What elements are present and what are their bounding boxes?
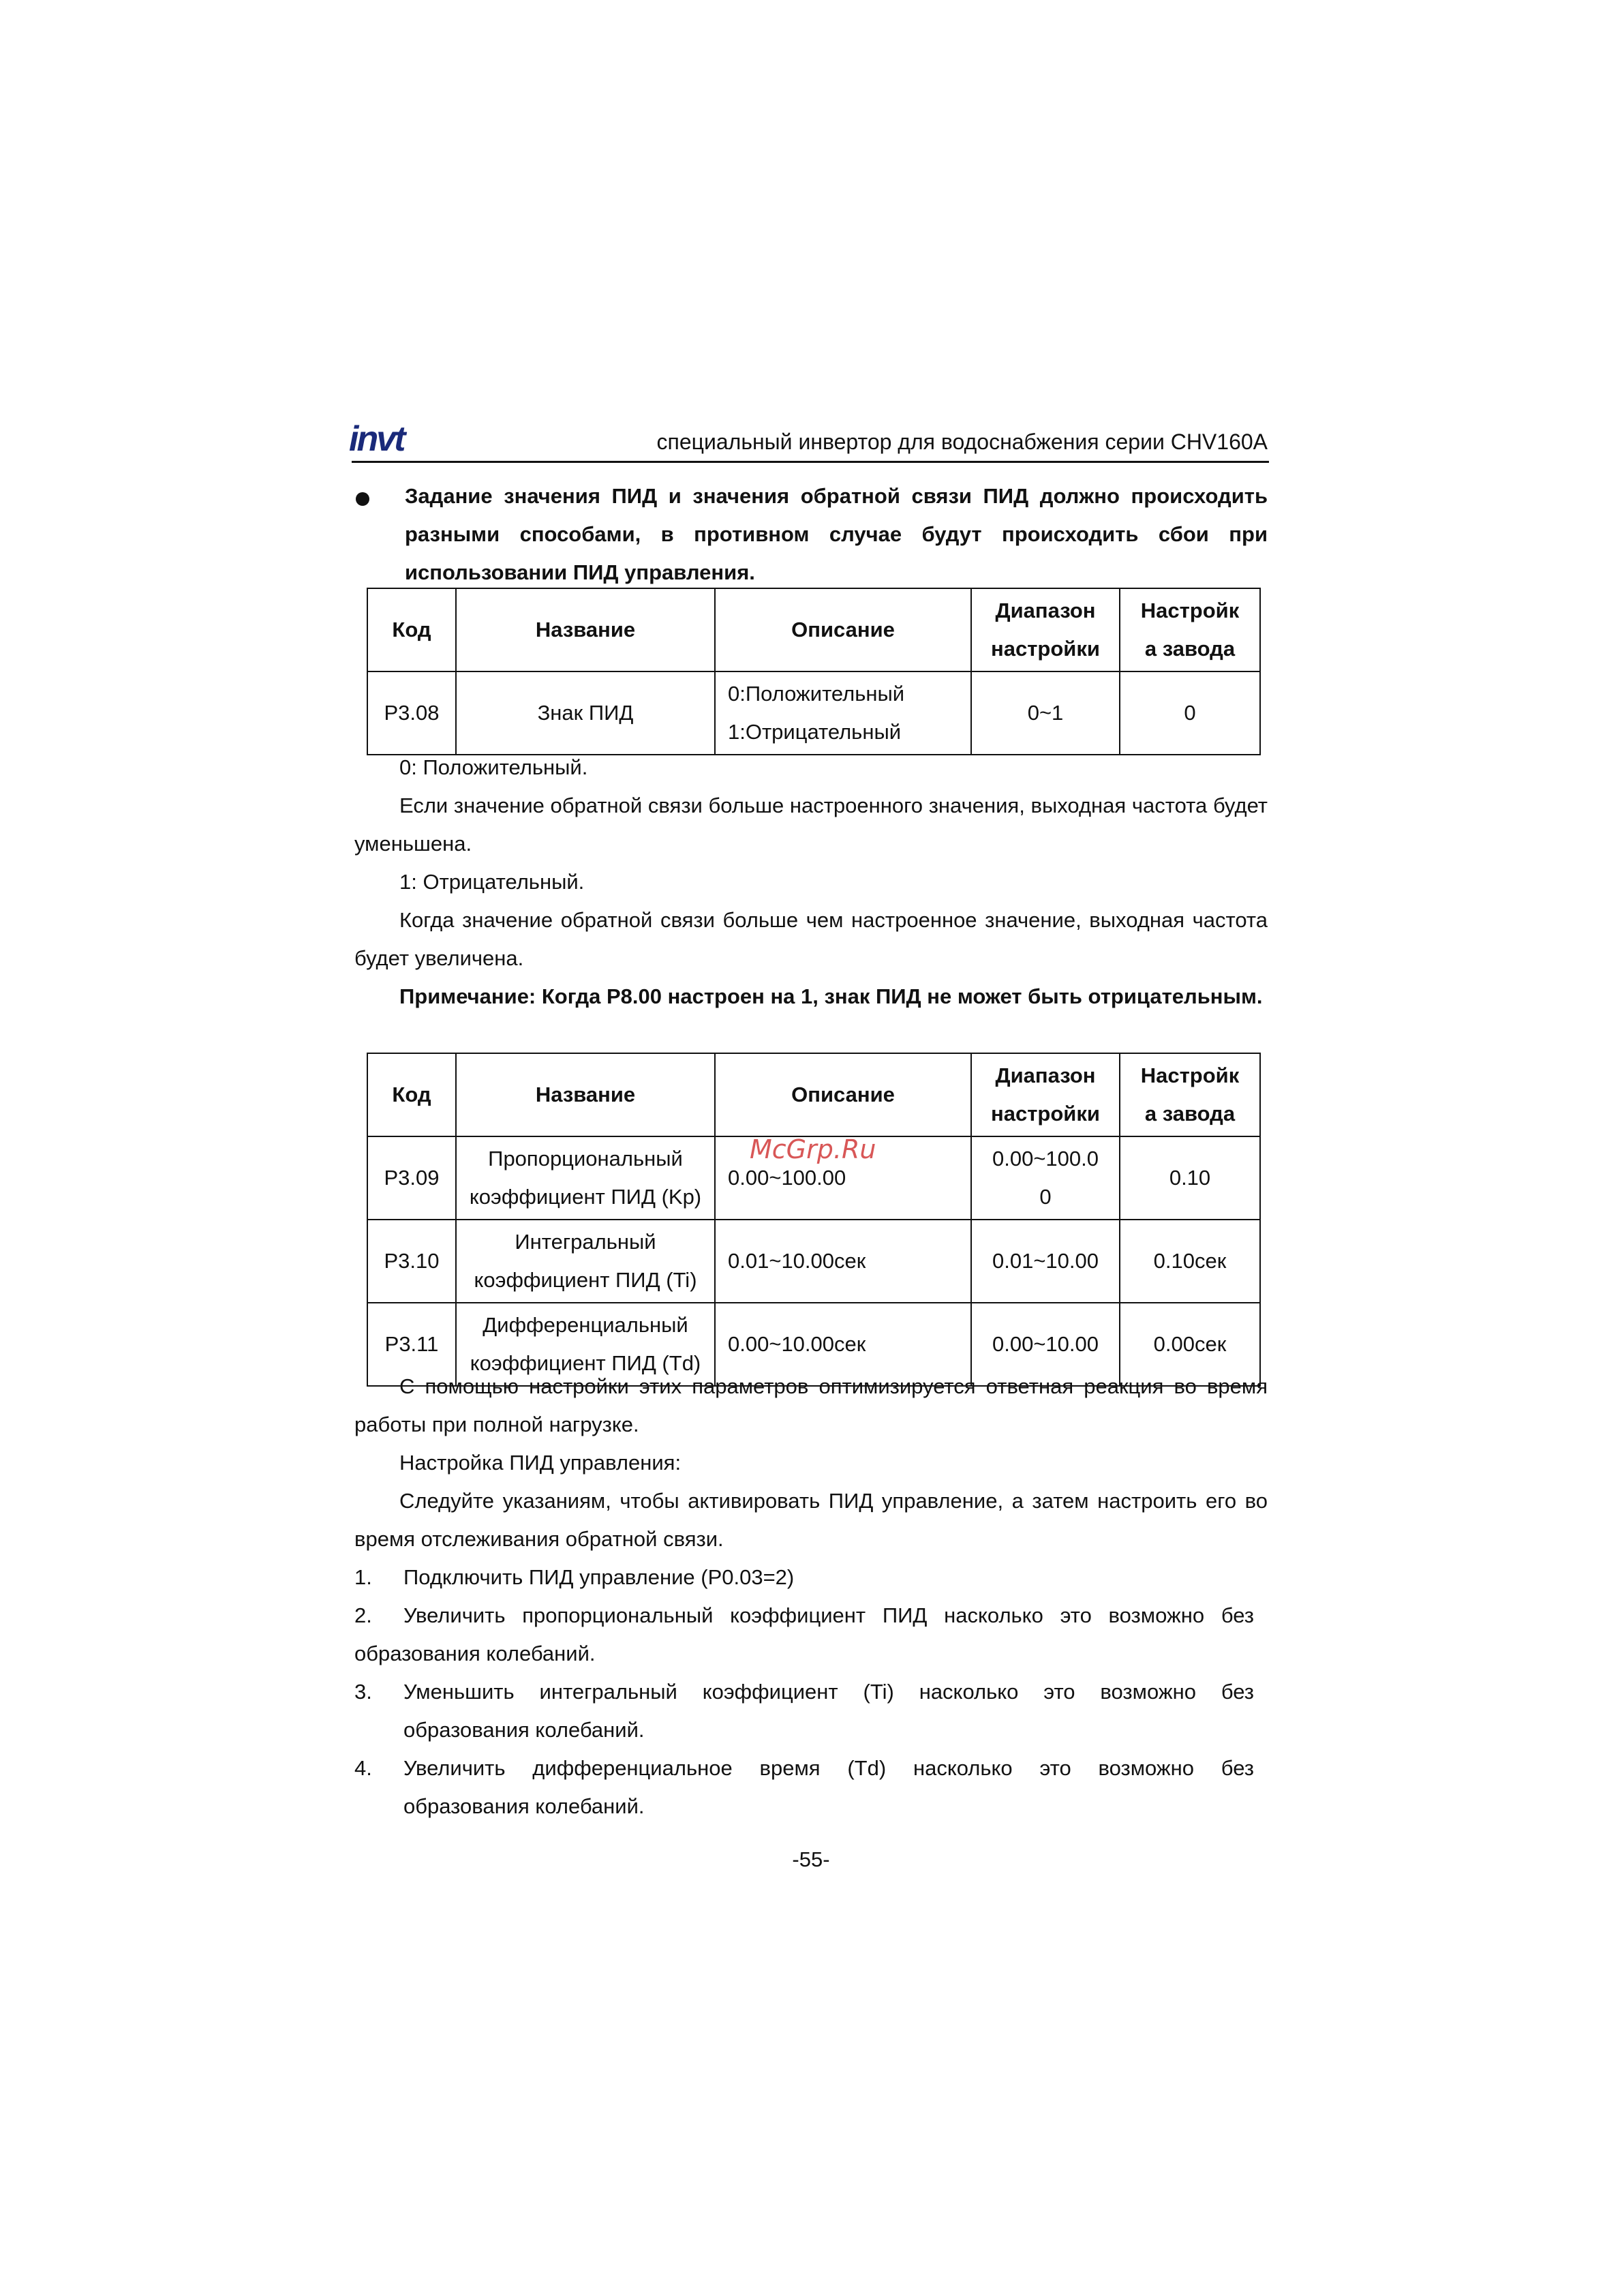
list-item-text-continued: образования колебаний. (403, 1718, 645, 1742)
cell-name-line-2: коэффициент ПИД (Ti) (474, 1268, 697, 1292)
bullet-icon (356, 492, 369, 506)
cell-factory: 0.00сек (1120, 1303, 1260, 1386)
header-code: Код (367, 588, 456, 671)
cell-name-line-1: Дифференциальный (483, 1313, 688, 1337)
header-range (971, 588, 1120, 671)
table-header-row (367, 588, 1260, 671)
paragraph-optimization: С помощью настройки этих параметров оптимизируется ответная реакция во время работы при полной нагрузке. (354, 1374, 1268, 1436)
cell-description-line-1: 0:Положительный (728, 682, 905, 706)
cell-name-line-1: Пропорциональный (488, 1147, 683, 1170)
paragraph-positive-desc: Если значение обратной связи больше настроенного значения, выходная частота будет уменьшена. (354, 794, 1268, 856)
list-item (354, 1597, 1254, 1673)
header-code: Код (367, 1053, 456, 1136)
cell-description (715, 671, 971, 755)
logo-text: invt (349, 419, 404, 459)
cell-name-line-2: коэффициент ПИД (Td) (470, 1351, 701, 1375)
invt-logo (349, 421, 423, 457)
list-item-text: Увеличить дифференциальное время (Td) насколько это возможно без (403, 1756, 1254, 1780)
watermark: McGrp.Ru (750, 1134, 876, 1164)
intro-bullet-text: Задание значения ПИД и значения обратной связи ПИД должно происходить разными способами, в противном случае будут происходить сбои при использовании ПИД управления. (405, 484, 1268, 584)
list-item-text: Подключить ПИД управление (P0.03=2) (403, 1565, 795, 1589)
paragraph-positive-label: 0: Положительный. (399, 755, 588, 779)
cell-name (456, 1136, 715, 1220)
header-range-line-2: настройки (991, 637, 1100, 661)
list-item-number: 1. (354, 1565, 372, 1589)
cell-description: 0.00~100.00 (715, 1136, 971, 1220)
header-factory-line-1: Настройк (1140, 1063, 1240, 1087)
header-description: Описание (715, 1053, 971, 1136)
header-range-line-2: настройки (991, 1102, 1100, 1126)
cell-range-line-2: 0 (1039, 1185, 1052, 1209)
cell-range: 0.01~10.00 (971, 1220, 1120, 1303)
table-row (367, 1220, 1260, 1303)
cell-code: P3.11 (367, 1303, 456, 1386)
header-factory-line-2: а завода (1144, 1102, 1236, 1126)
paragraph-negative-label: 1: Отрицательный. (399, 870, 585, 894)
parameter-table-p3-08 (367, 588, 1261, 755)
table-header-row (367, 1053, 1260, 1136)
cell-factory: 0.10 (1120, 1136, 1260, 1220)
header-factory-line-2: а завода (1144, 637, 1236, 661)
list-item-number: 3. (354, 1680, 372, 1704)
list-item-text-continued: образования колебаний. (403, 1794, 645, 1818)
cell-range (971, 1136, 1120, 1220)
header-description: Описание (715, 588, 971, 671)
header-title: специальный инвертор для водоснабжения серии CHV160A (656, 429, 1268, 454)
cell-name-line-2: коэффициент ПИД (Kp) (469, 1185, 702, 1209)
page-number: -55- (792, 1847, 830, 1871)
paragraph-negative-desc: Когда значение обратной связи больше чем настроенное значение, выходная частота будет увеличена. (354, 908, 1268, 970)
list-item-number: 4. (354, 1756, 372, 1780)
list-item-text-continued: образования колебаний. (354, 1642, 596, 1665)
cell-name (456, 1220, 715, 1303)
cell-factory: 0.10сек (1120, 1220, 1260, 1303)
header-factory-line-1: Настройк (1140, 599, 1240, 622)
cell-code: P3.09 (367, 1136, 456, 1220)
list-item-text: Увеличить пропорциональный коэффициент ПИД насколько это возможно без (403, 1603, 1254, 1627)
header-divider (352, 461, 1269, 463)
cell-description: 0.00~10.00сек (715, 1303, 971, 1386)
header-range-line-1: Диапазон (995, 1063, 1096, 1087)
list-item (354, 1749, 1254, 1826)
list-item-number: 2. (354, 1603, 372, 1627)
cell-range-line-1: 0.00~100.0 (992, 1147, 1099, 1170)
note-paragraph: Примечание: Когда P8.00 настроен на 1, знак ПИД не может быть отрицательным. (399, 984, 1263, 1008)
paragraph-pid-setup-title: Настройка ПИД управления: (399, 1451, 682, 1475)
parameter-table-p3-09-p3-11 (367, 1053, 1261, 1387)
table-row (367, 671, 1260, 755)
header-range (971, 1053, 1120, 1136)
header-range-line-1: Диапазон (995, 599, 1096, 622)
cell-factory: 0 (1120, 671, 1260, 755)
header-factory (1120, 1053, 1260, 1136)
paragraph-instructions: Следуйте указаниям, чтобы активировать ПИД управление, а затем настроить его во время отслеживания обратной связи. (354, 1489, 1268, 1551)
cell-name: Знак ПИД (456, 671, 715, 755)
header-factory (1120, 588, 1260, 671)
cell-description-line-2: 1:Отрицательный (728, 720, 902, 744)
header-name: Название (456, 588, 715, 671)
cell-name-line-1: Интегральный (515, 1230, 656, 1254)
cell-range: 0~1 (971, 671, 1120, 755)
list-item (354, 1558, 1254, 1597)
list-item (354, 1673, 1254, 1749)
list-item-text: Уменьшить интегральный коэффициент (Ti) насколько это возможно без (403, 1680, 1254, 1704)
cell-code: P3.10 (367, 1220, 456, 1303)
cell-code: P3.08 (367, 671, 456, 755)
header-name: Название (456, 1053, 715, 1136)
cell-range: 0.00~10.00 (971, 1303, 1120, 1386)
cell-description: 0.01~10.00сек (715, 1220, 971, 1303)
